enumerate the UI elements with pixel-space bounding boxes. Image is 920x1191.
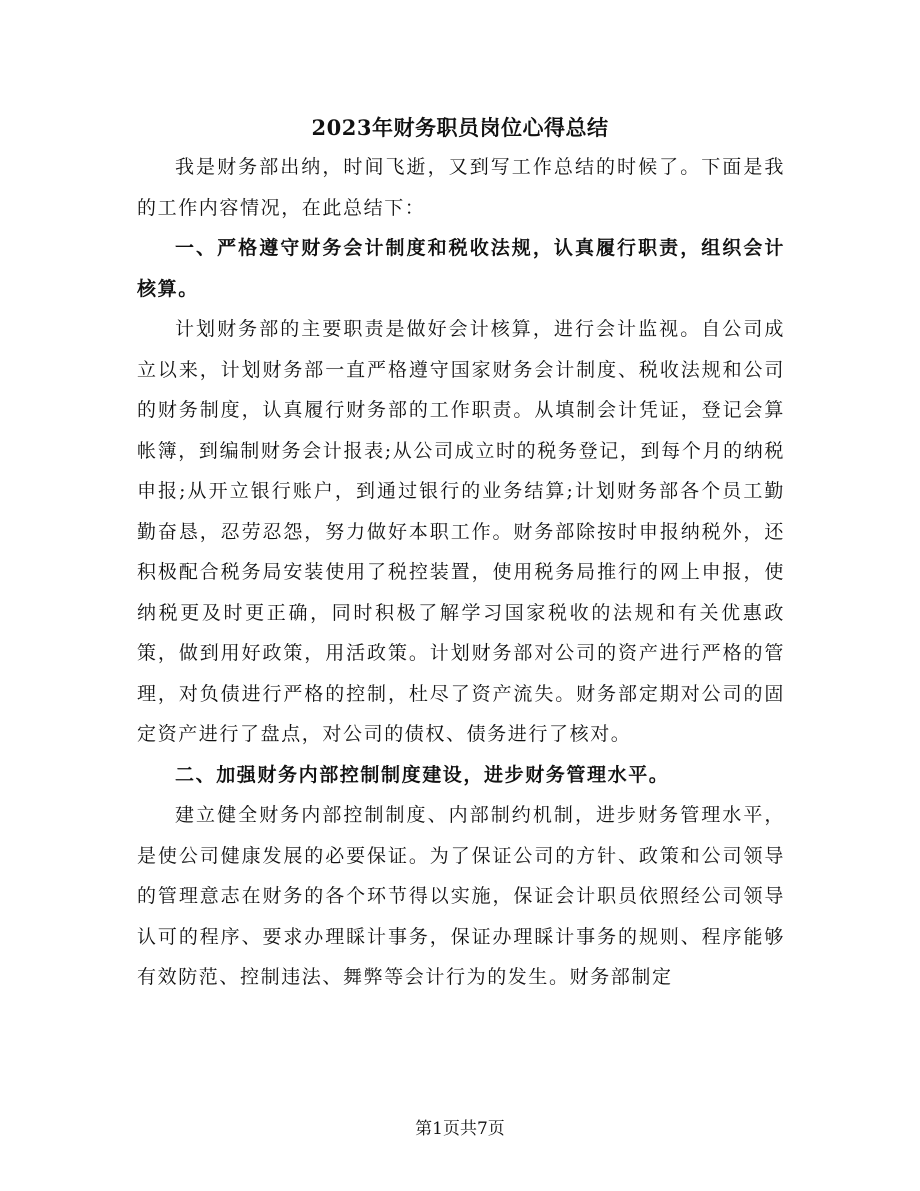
- section-2-paragraph: 建立健全财务内部控制制度、内部制约机制，进步财务管理水平，是使公司健康发展的必要保证。为了保证公司的方针、政策和公司领导的管理意志在财务的各个环节得以实施，保证会计职员依照经公司领导认可的程序、要求办理睬计事务，保证办理睬计事务的规则、程序能够有效防范、控制违法、舞弊等会计行为的发生。财务部制定: [137, 804, 785, 988]
- document-title: 2023年财务职员岗位心得总结: [311, 115, 609, 140]
- page-number-footer: 第1页共7页: [415, 1119, 505, 1139]
- intro-paragraph: 我是财务部出纳，时间飞逝，又到写工作总结的时候了。下面是我的工作内容情况，在此总结下：: [137, 156, 785, 219]
- section-heading-2: 二、加强财务内部控制制度建设，进步财务管理水平。: [175, 763, 670, 786]
- document-body: [137, 147, 785, 998]
- section-1-paragraph: 计划财务部的主要职责是做好会计核算，进行会计监视。自公司成立以来，计划财务部一直严格遵守国家财务会计制度、税收法规和公司的财务制度，认真履行财务部的工作职责。从填制会计凭证，登记会算帐簿，到编制财务会计报表;从公司成立时的税务登记，到每个月的纳税申报;从开立银行账户，到通过银行的业务结算;计划财务部各个员工勤勤奋恳，忍劳忍怨，努力做好本职工作。财务部除按时申报纳税外，还积极配合税务局安装使用了税控装置，使用税务局推行的网上申报，使纳税更及时更正确，同时积极了解学习国家税收的法规和有关优惠政策，做到用好政策，用活政策。计划财务部对公司的资产进行严格的管理，对负债进行严格的控制，杜尽了资产流失。财务部定期对公司的固定资产进行了盘点，对公司的债权、债务进行了核对。: [137, 318, 785, 745]
- section-heading-1: 一、严格遵守财务会计制度和税收法规，认真履行职责，组织会计核算。: [137, 237, 785, 300]
